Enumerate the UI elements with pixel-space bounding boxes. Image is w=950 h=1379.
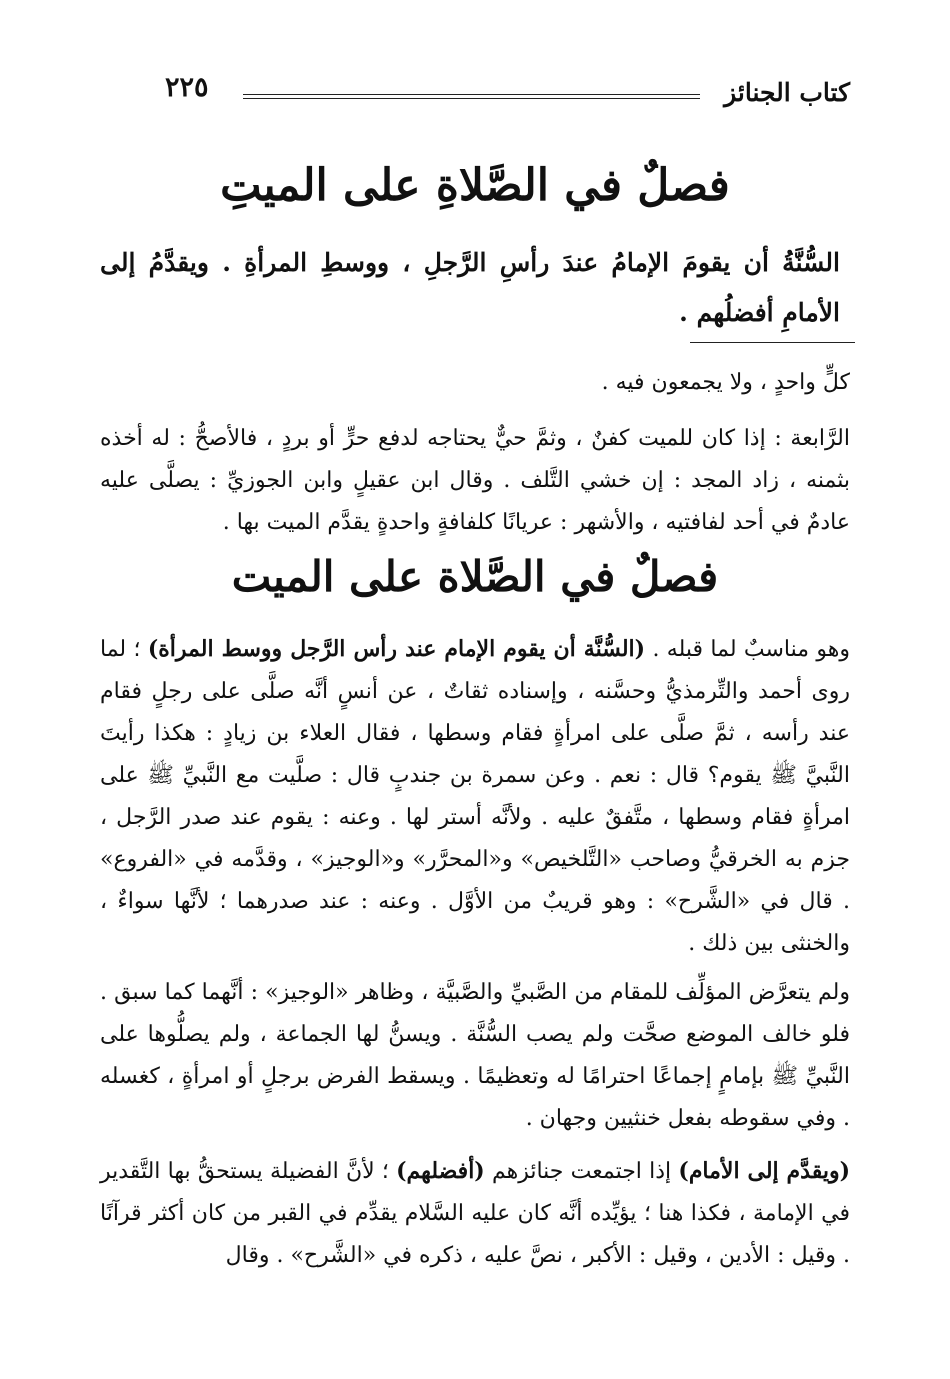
quoted-matn-1: (ويقدَّم إلى الأمام) — [678, 1158, 850, 1184]
header-rule — [243, 94, 700, 99]
commentary-paragraph-children: ولم يتعرَّض المؤلِّف للمقام من الصَّبيِّ والصَّبيَّة ، وظاهر «الوجيز» : أنَّهما كما سبق . فلو خالف الموضع صحَّت ولم يصب السُّنَّة . ويسنُّ لها الجماعة ، ولم يصلُّوها على النَّبيِّ ﷺ بإمامٍ إجماعًا احترامًا له وتعظيمًا . ويسقط الفرض برجلٍ أو امرأةٍ ، كغسله . وفي سقوطه بفعل خنثيين وجهان . — [100, 980, 850, 1131]
commentary-paragraph-continuation: كلٍّ واحدٍ ، ولا يجمعون فيه . — [601, 370, 850, 395]
commentary-paragraph-imam-position — [100, 628, 850, 965]
page-number: ٢٢٥ — [165, 72, 209, 103]
intro-text: وهو مناسبٌ لما قبله . — [645, 637, 851, 662]
commentary-paragraph-fourth: الرَّابعة : إذا كان للميت كفنٌ ، وثمَّ حيٌّ يحتاجه لدفع حرٍّ أو بردٍ ، فالأصحُّ : له أخذه بثمنه ، زاد المجد : إن خشي التَّلف . وقال ابن عقيلٍ وابن الجوزيِّ : يصلَّى عليه عادمٌ في أحد لفافتيه ، والأشهر : عريانًا كلفافةٍ واحدةٍ يقدَّم الميت بها . — [100, 426, 850, 535]
footnote-separator — [690, 342, 855, 343]
commentary-paragraph-precedence — [100, 1150, 850, 1277]
explanation-text: ؛ لما روى أحمد والتِّرمذيُّ وحسَّنه ، وإسناده ثقاتٌ ، عن أنسٍ أنَّه صلَّى على رجلٍ فقام عند رأسه ، ثمَّ صلَّى على امرأةٍ فقام وسطها ، فقال العلاء بن زيادٍ : هكذا رأيتَ النَّبيَّ ﷺ يقوم؟ قال : نعم . وعن سمرة بن جندبٍ قال : صلَّيت مع النَّبيِّ ﷺ على امرأةٍ فقام وسطها ، متَّفقٌ عليه . ولأنَّه أستر لها . وعنه : يقوم عند صدر الرَّجل ، جزم به الخرقيُّ وصاحب «التَّلخيص» و«المحرَّر» و«الوجيز» ، وقدَّمه في «الفروع» . قال في «الشَّرح» : وهو قريبٌ من الأوَّل . وعنه : عند صدرهما ؛ لأنَّها سواءٌ ، والخنثى بين ذلك . — [100, 637, 850, 956]
matn-text: السُّنَّةُ أن يقومَ الإمامُ عندَ رأسِ الرَّجلِ ، ووسطِ المرأةِ . ويقدَّمُ إلى الأمامِ أفضلُهم . — [100, 248, 840, 327]
bridge-text: إذا اجتمعت جنائزهم — [484, 1159, 679, 1184]
chapter-title: فصلٌ في الصَّلاةِ على الميتِ — [220, 160, 730, 211]
section-title: فصلٌ في الصَّلاة على الميت — [231, 552, 719, 601]
page-header — [165, 72, 850, 112]
running-title: كتاب الجنائز — [724, 78, 850, 107]
quoted-matn-2: (أفضلهم) — [396, 1158, 485, 1184]
quoted-matn: (السُّنَّة أن يقوم الإمام عند رأس الرَّجل ووسط المرأة) — [147, 636, 646, 662]
explanation-text: ؛ لأنَّ الفضيلة يستحقُّ بها التَّقدير في الإمامة ، فكذا هنا ؛ يؤيِّده أنَّه كان عليه السَّلام يقدِّم في القبر من كان أكثر قرآنًا . وقيل : الأدين ، وقيل : الأكبر ، نصَّ عليه ، ذكره في «الشَّرح» . وقال — [100, 1159, 850, 1268]
